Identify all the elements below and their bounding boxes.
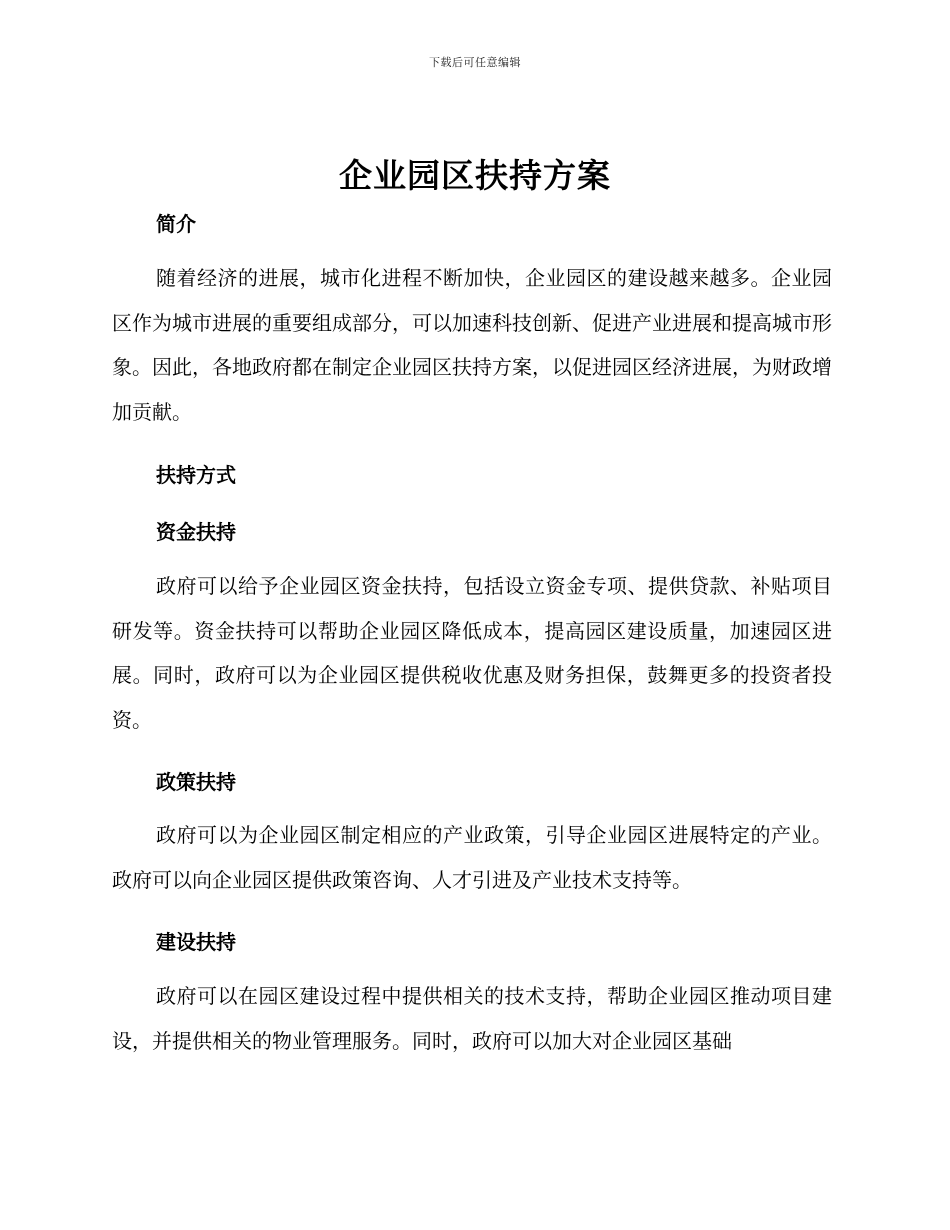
header-note: 下载后可任意编辑 <box>429 56 521 69</box>
construction-heading: 建设扶持 <box>156 930 236 954</box>
methods-heading: 扶持方式 <box>156 463 236 487</box>
funding-heading: 资金扶持 <box>156 520 236 544</box>
document-title: 企业园区扶持方案 <box>339 156 611 195</box>
construction-paragraph: 政府可以在园区建设过程中提供相关的技术支持，帮助企业园区推动项目建设，并提供相关的物业管理服务。同时，政府可以加大对企业园区基础 <box>112 984 832 1053</box>
intro-paragraph: 随着经济的进展，城市化进程不断加快，企业园区的建设越来越多。企业园区作为城市进展的重要组成部分，可以加速科技创新、促进产业进展和提高城市形象。因此，各地政府都在制定企业园区扶持方案，以促进园区经济进展，为财政增加贡献。 <box>112 266 832 424</box>
policy-heading: 政策扶持 <box>156 770 236 794</box>
funding-paragraph: 政府可以给予企业园区资金扶持，包括设立资金专项、提供贷款、补贴项目研发等。资金扶持可以帮助企业园区降低成本，提高园区建设质量，加速园区进展。同时，政府可以为企业园区提供税收优惠及财务担保，鼓舞更多的投资者投资。 <box>112 574 832 732</box>
intro-heading: 简介 <box>156 212 196 236</box>
policy-paragraph: 政府可以为企业园区制定相应的产业政策，引导企业园区进展特定的产业。政府可以向企业园区提供政策咨询、人才引进及产业技术支持等。 <box>112 823 832 892</box>
